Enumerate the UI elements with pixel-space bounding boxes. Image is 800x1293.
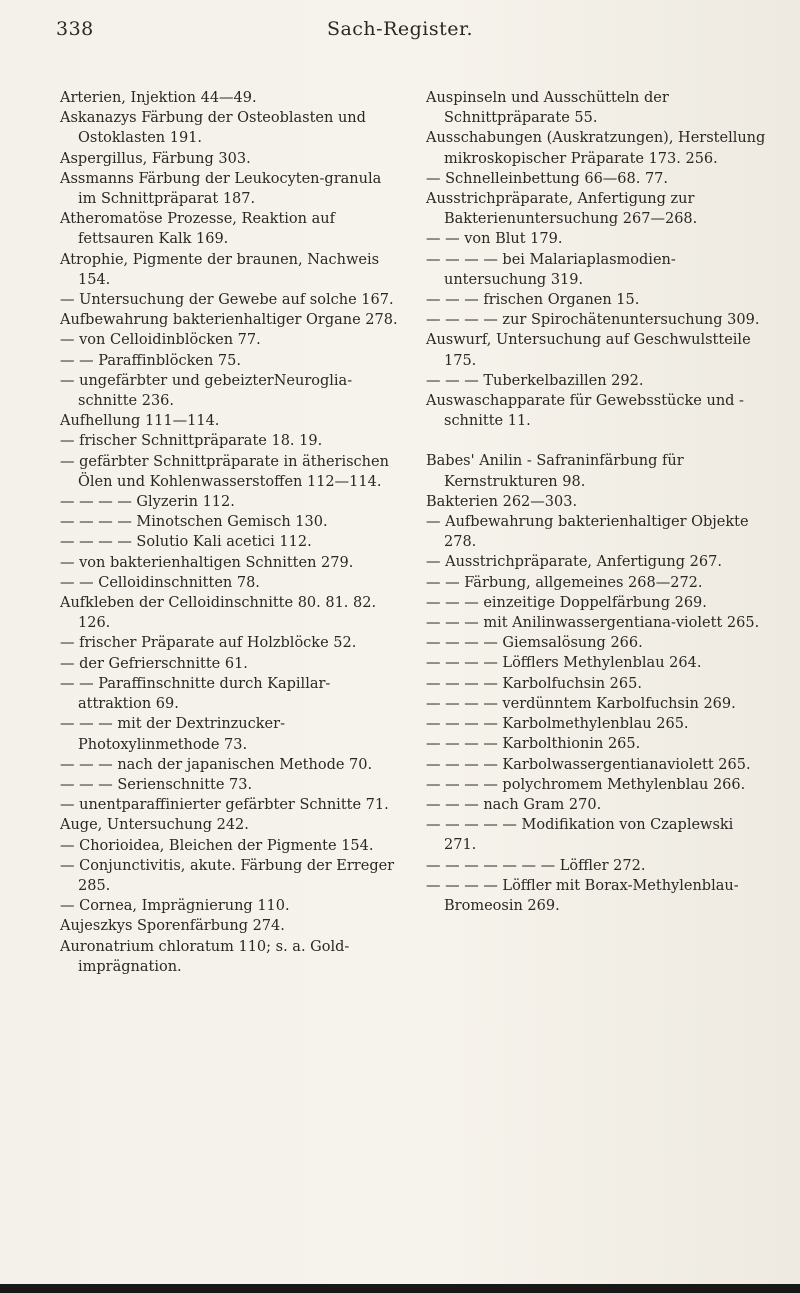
index-entry: Auspinseln und Ausschütteln der Schnittpräparate 55. [426, 90, 669, 127]
index-group-au [426, 88, 770, 431]
index-column-right [426, 88, 770, 916]
index-entry: — — — — — Modifikation von Czaplewski 271. [426, 817, 734, 854]
index-entry: — — — nach der japanischen Methode 70. [60, 756, 373, 773]
index-entry: Auswaschapparate für Gewebsstücke und -schnitte 11. [426, 393, 744, 430]
index-entry: — von Celloidinblöcken 77. [60, 332, 261, 349]
index-entry: — Chorioidea, Bleichen der Pigmente 154. [60, 837, 374, 854]
index-entry: Ausschabungen (Auskratzungen), Herstellung mikroskopischer Präparate 173. 256. [426, 130, 766, 167]
index-entry: — Untersuchung der Gewebe auf solche 167. [60, 292, 394, 309]
index-entry: — — — — Karbolthionin 265. [426, 736, 641, 753]
index-entry: — Cornea, Imprägnierung 110. [60, 898, 290, 915]
index-entry: — — — — Löffler mit Borax-Methylenblau-Bromeosin 269. [426, 877, 739, 914]
index-entry: Askanazys Färbung der Osteoblasten und Ostoklasten 191. [60, 110, 366, 147]
index-entry: — gefärbter Schnittpräparate in ätherischen Ölen und Kohlenwasserstoffen 112—114. [60, 453, 389, 490]
index-entry: — ungefärbter und gebeizterNeuroglia-schnitte 236. [60, 372, 353, 410]
page-number: 338 [56, 18, 94, 40]
index-entry: — frischer Schnittpräparate 18. 19. [60, 433, 323, 450]
index-entry: Aujeszkys Sporenfärbung 274. [60, 918, 285, 935]
index-entry: — — — Tuberkelbazillen 292. [426, 372, 644, 389]
index-entry: Arterien, Injektion 44—49. [60, 90, 257, 106]
index-entry: — frischer Präparate auf Holzblöcke 52. [60, 635, 357, 652]
index-entry: — — — frischen Organen 15. [426, 292, 640, 309]
index-entry: Auswurf, Untersuchung auf Geschwulstteile 175. [426, 332, 751, 369]
index-entry: — — — — Glyzerin 112. [60, 494, 235, 511]
index-entry: Bakterien 262—303. [426, 493, 578, 510]
index-entry: — — — — Karbolfuchsin 265. [426, 675, 642, 692]
index-entry: — — — Serienschnitte 73. [60, 776, 253, 793]
index-entry: — — — — polychromem Methylenblau 266. [426, 776, 746, 793]
index-group-b [426, 451, 770, 916]
index-entry: — — — nach Gram 270. [426, 796, 602, 813]
index-column-left [60, 88, 400, 977]
index-entry: Assmanns Färbung der Leukocyten-granula im Schnittpräparat 187. [60, 170, 382, 208]
index-entry: Babes' Anilin - Safraninfärbung für Kernstrukturen 98. [426, 453, 684, 490]
page-bottom-edge [0, 1284, 800, 1293]
index-entry: Atheromatöse Prozesse, Reaktion auf fettsauren Kalk 169. [60, 211, 335, 248]
index-entry: — — — — Karbolwassergentianaviolett 265. [426, 756, 751, 773]
index-entry: — — von Blut 179. [426, 231, 563, 248]
index-entry: — — — — Solutio Kali acetici 112. [60, 534, 312, 551]
index-entry: — Schnelleinbettung 66—68. 77. [426, 170, 669, 187]
index-entry: — — — — verdünntem Karbolfuchsin 269. [426, 695, 736, 712]
index-entry: — — Färbung, allgemeines 268—272. [426, 574, 703, 591]
index-entry: — unentparaffinierter gefärbter Schnitte 71. [60, 797, 389, 814]
page-header [40, 18, 760, 54]
index-entry: — Conjunctivitis, akute. Färbung der Erreger 285. [60, 857, 395, 894]
index-entry: — Ausstrichpräparate, Anfertigung 267. [426, 554, 722, 571]
index-entry: — — — mit der Dextrinzucker-Photoxylinmethode 73. [60, 716, 285, 753]
index-entry: — — — — zur Spirochätenuntersuchung 309. [426, 312, 760, 329]
index-entry: — — Celloidinschnitten 78. [60, 574, 260, 591]
index-entry: — — — — Minotschen Gemisch 130. [60, 514, 328, 531]
index-entry: Aufhellung 111—114. [60, 413, 220, 430]
index-entry: Auge, Untersuchung 242. [60, 817, 249, 834]
index-entry: Aspergillus, Färbung 303. [60, 150, 251, 167]
index-entry: — — — — Löfflers Methylenblau 264. [426, 655, 702, 672]
index-entry: — — — — Karbolmethylenblau 265. [426, 716, 689, 733]
index-entry: Auronatrium chloratum 110; s. a. Gold-imprägnation. [60, 938, 350, 975]
index-entry: — — Paraffinschnitte durch Kapillar-attraktion 69. [60, 675, 331, 713]
index-entry: — der Gefrierschnitte 61. [60, 655, 248, 672]
index-entry: Aufkleben der Celloidinschnitte 80. 81. 82. 126. [60, 595, 377, 632]
index-entry: — — Paraffinblöcken 75. [60, 352, 241, 369]
index-entry: — Aufbewahrung bakterienhaltiger Objekte 278. [426, 514, 749, 551]
index-entry: — — — mit Anilinwassergentiana-violett 265. [426, 615, 760, 632]
index-entry: — — — einzeitige Doppelfärbung 269. [426, 594, 707, 611]
index-entry: — von bakterienhaltigen Schnitten 279. [60, 554, 354, 571]
index-entry: Ausstrichpräparate, Anfertigung zur Bakterienuntersuchung 267—268. [426, 191, 698, 228]
index-entry: Atrophie, Pigmente der braunen, Nachweis 154. [60, 251, 380, 288]
index-entry: Aufbewahrung bakterienhaltiger Organe 278. [60, 312, 398, 329]
index-entry: — — — — — — — Löffler 272. [426, 857, 646, 874]
index-entry: — — — — Giemsalösung 266. [426, 635, 643, 652]
running-title: Sach-Register. [326, 18, 474, 40]
index-entry: — — — — bei Malariaplasmodien-untersuchung 319. [426, 251, 676, 288]
